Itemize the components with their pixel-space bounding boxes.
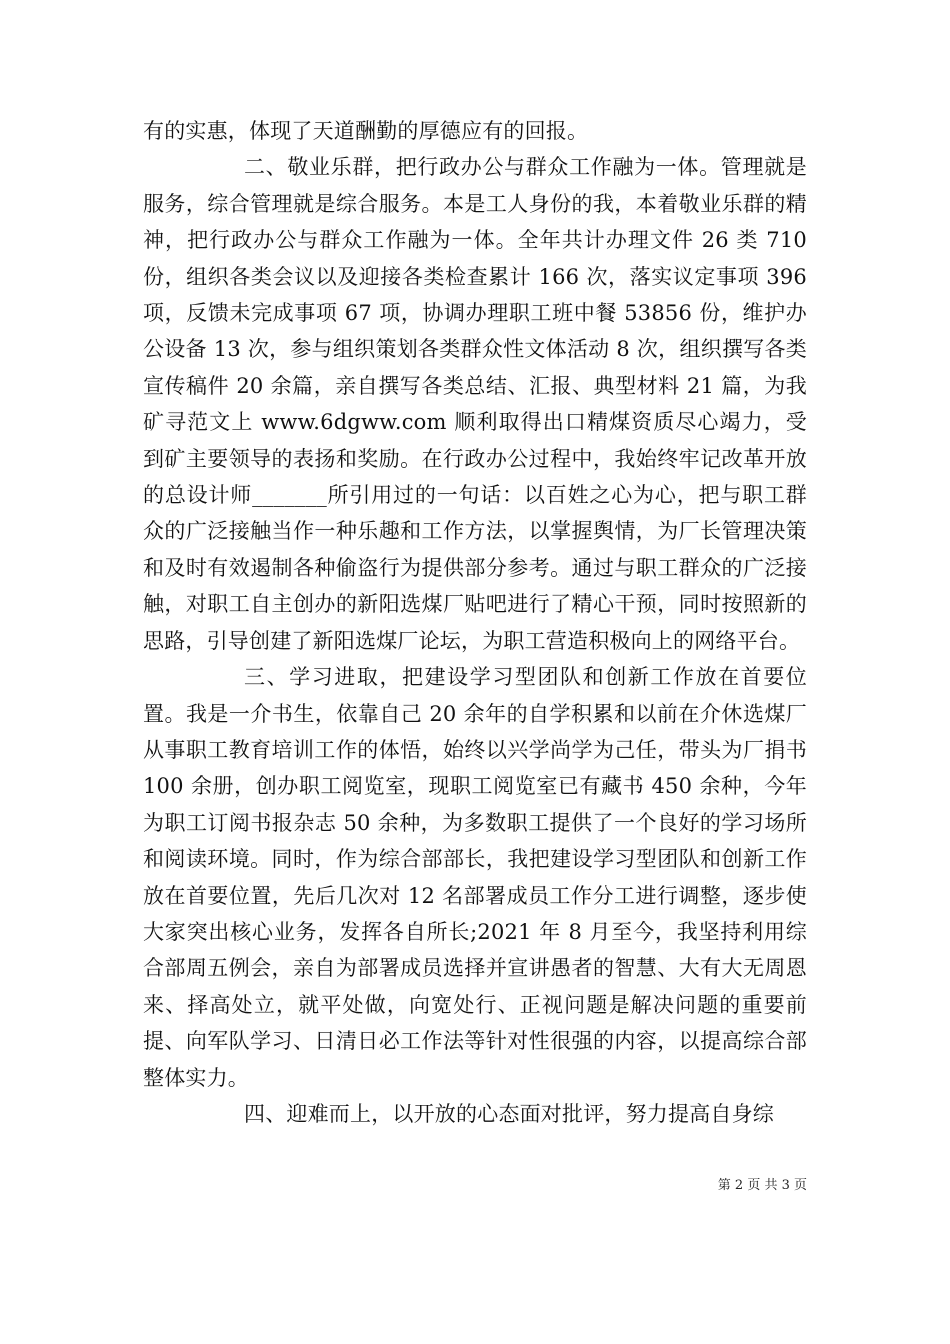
page-number-footer (718, 1178, 807, 1194)
paragraph-section-3: 三、学习进取，把建设学习型团队和创新工作放在首要位置。我是一介书生，依靠自己 20 余年的自学积累和以前在介休选煤厂从事职工教育培训工作的体悟，始终以兴学尚学为己任，带头为厂捐书 100 余册，创办职工阅览室，现职工阅览室已有藏书 450 余种，今年为职工订阅书报杂志 50 余种，为多数职工提供了一个良好的学习场所和阅读环境。同时，作为综合部部长，我把建设学习型团队和创新工作放在首要位置，先后几次对 12 名部署成员工作分工进行调整，逐步使大家突出核心业务，发挥各自所长;2021 年 8 月至今，我坚持利用综合部周五例会，亲自为部署成员选择并宣讲愚者的智慧、大有大无周恩来、择高处立，就平处做，向宽处行、正视问题是解决问题的重要前提、向军队学习、日清日必工作法等针对性很强的内容，以提高综合部整体实力。 (143, 665, 807, 1090)
paragraph-section-4: 四、迎难而上，以开放的心态面对批评，努力提高自身综 (244, 1101, 774, 1126)
page-number-text: 第 2 页 共 3 页 (717, 1178, 807, 1193)
document-body (143, 113, 807, 1132)
paragraph-continuation: 有的实惠，体现了天道酬勤的厚德应有的回报。 (143, 119, 589, 143)
paragraph-section-2: 二、敬业乐群，把行政办公与群众工作融为一体。管理就是服务，综合管理就是综合服务。本是工人身份的我，本着敬业乐群的精神，把行政办公与群众工作融为一体。全年共计办理文件 26 类 710 份，组织各类会议以及迎接各类检查累计 166 次，落实议定事项 396 项，反馈未完成事项 67 项，协调办理职工班中餐 53856 份，维护办公设备 13 次，参与组织策划各类群众性文体活动 8 次，组织撰写各类宣传稿件 20 余篇，亲自撰写各类总结、汇报、典型材料 21 篇，为我矿寻范文上 www.6dgww.com 顺利取得出口精煤资质尽心竭力，受到矿主要领导的表扬和奖励。在行政办公过程中，我始终牢记改革开放的总设计师_______所引用过的一句话：以百姓之心为心，把与职工群众的广泛接触当作一种乐趣和工作方法，以掌握舆情，为厂长管理决策和及时有效遏制各种偷盗行为提供部分参考。通过与职工群众的广泛接触，对职工自主创办的新阳选煤厂贴吧进行了精心干预，同时按照新的思路，引导创建了新阳选煤厂论坛，为职工营造积极向上的网络平台。 (143, 155, 807, 653)
